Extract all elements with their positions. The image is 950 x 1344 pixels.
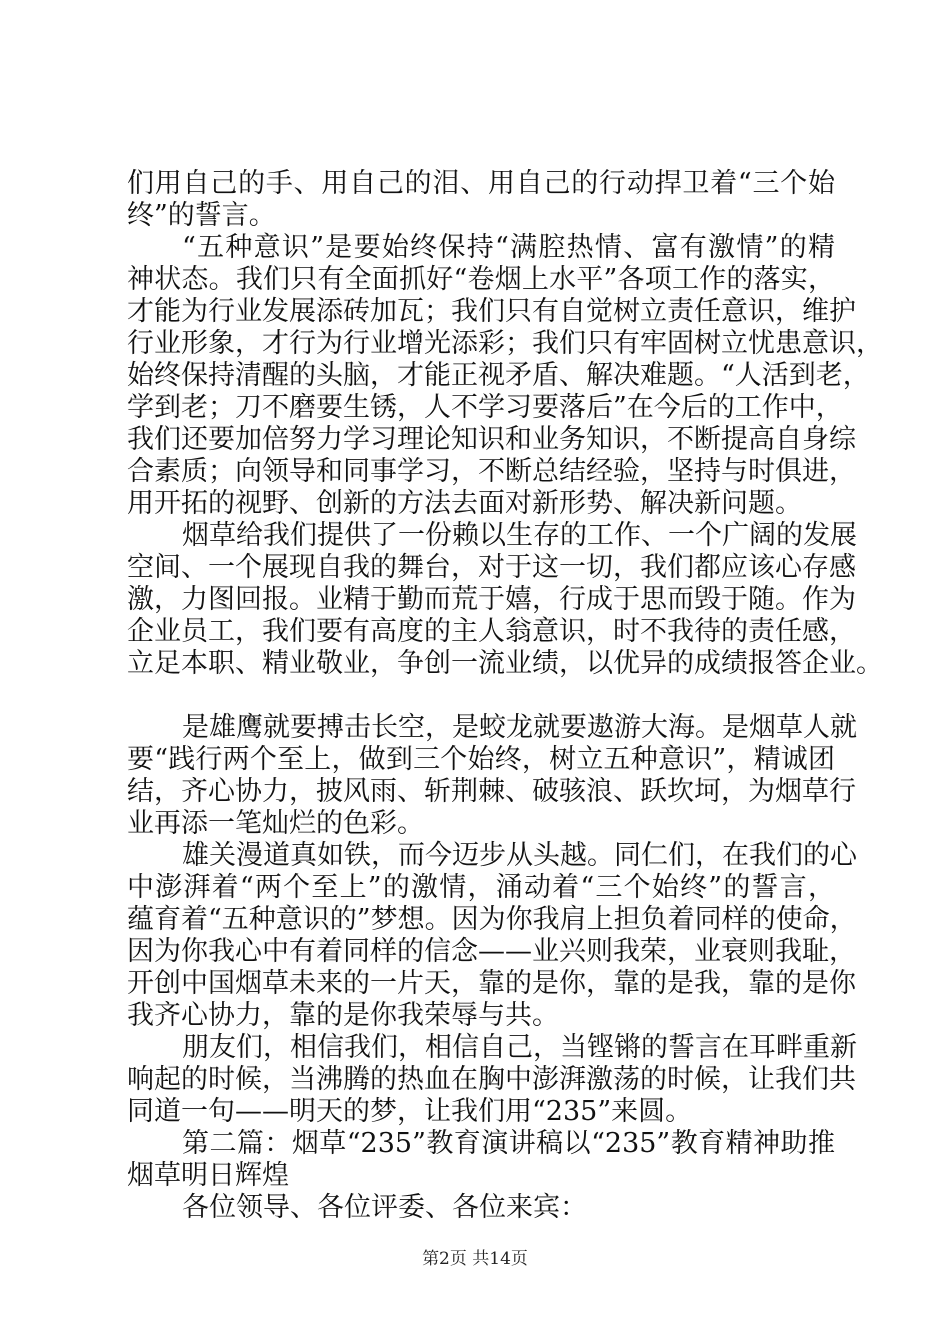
text-line: “五种意识”是要始终保持“满腔热情、富有激情”的精: [182, 232, 835, 263]
paragraph: [127, 520, 883, 680]
text-line: 是雄鹰就要搏击长空，是蛟龙就要遨游大海。是烟草人就: [182, 712, 857, 743]
text-line: 要“践行两个至上，做到三个始终，树立五种意识”，精诚团: [127, 744, 835, 775]
paragraph: [127, 1128, 835, 1192]
text-line: 才能为行业发展添砖加瓦；我们只有自觉树立责任意识，维护: [127, 296, 856, 327]
text-line: 终”的誓言。: [127, 200, 276, 231]
text-line: 用开拓的视野、创新的方法去面对新形势、解决新问题。: [127, 488, 802, 519]
text-line: 结，齐心协力，披风雨、斩荆棘、破骇浪、跃坎坷，为烟草行: [127, 776, 856, 807]
text-line: 朋友们，相信我们，相信自己，当铿锵的誓言在耳畔重新: [182, 1032, 857, 1063]
text-line: 始终保持清醒的头脑，才能正视矛盾、解决难题。“人活到老，: [127, 360, 870, 391]
text-line: 烟草给我们提供了一份赖以生存的工作、一个广阔的发展: [182, 520, 857, 551]
text-line: 行业形象，才行为行业增光添彩；我们只有牢固树立忧患意识，: [127, 328, 883, 359]
text-line: 合素质；向领导和同事学习，不断总结经验，坚持与时俱进，: [127, 456, 856, 487]
text-line: 我齐心协力，靠的是你我荣辱与共。: [127, 1000, 559, 1031]
text-line: 学到老；刀不磨要生锈，人不学习要落后”在今后的工作中，: [127, 392, 843, 423]
text-line: 企业员工，我们要有高度的主人翁意识，时不我待的责任感，: [127, 616, 856, 647]
text-line: 开创中国烟草未来的一片天，靠的是你，靠的是我，靠的是你: [127, 968, 856, 999]
text-line: 空间、一个展现自我的舞台，对于这一切，我们都应该心存感: [127, 552, 856, 583]
text-line: 立足本职、精业敬业，争创一流业绩，以优异的成绩报答企业。: [127, 648, 883, 679]
text-line: 们用自己的手、用自己的泪、用自己的行动捍卫着“三个始: [127, 168, 835, 199]
paragraph: [127, 232, 883, 520]
page-number-footer: 第2页 共14页: [422, 1249, 528, 1269]
text-line: 神状态。我们只有全面抓好“卷烟上水平”各项工作的落实，: [127, 264, 835, 295]
text-line: 雄关漫道真如铁，而今迈步从头越。同仁们，在我们的心: [182, 840, 857, 871]
text-line: 响起的时候，当沸腾的热血在胸中澎湃激荡的时候，让我们共: [127, 1064, 856, 1095]
text-line: 同道一句——明天的梦，让我们用“235”来圆。: [127, 1096, 693, 1127]
paragraph-gap: [127, 680, 835, 712]
text-line: 第二篇：烟草“235”教育演讲稿以“235”教育精神助推: [182, 1128, 835, 1159]
text-line: 我们还要加倍努力学习理论知识和业务知识，不断提高自身综: [127, 424, 856, 455]
text-line: 各位领导、各位评委、各位来宾：: [182, 1192, 587, 1223]
paragraph: [127, 840, 857, 1032]
paragraph: [127, 168, 835, 232]
text-line: 中澎湃着“两个至上”的激情，涌动着“三个始终”的誓言，: [127, 872, 835, 903]
text-line: 激，力图回报。业精于勤而荒于嬉，行成于思而毁于随。作为: [127, 584, 856, 615]
paragraph: [127, 712, 857, 840]
text-line: 业再添一笔灿烂的色彩。: [127, 808, 424, 839]
document-body: [127, 168, 883, 1224]
text-line: 因为你我心中有着同样的信念——业兴则我荣，业衰则我耻，: [127, 936, 856, 967]
paragraph: [127, 1032, 857, 1128]
text-line: 烟草明日辉煌: [127, 1160, 289, 1191]
text-line: 蕴育着“五种意识的”梦想。因为你我肩上担负着同样的使命，: [127, 904, 857, 935]
paragraph: [127, 1192, 835, 1224]
